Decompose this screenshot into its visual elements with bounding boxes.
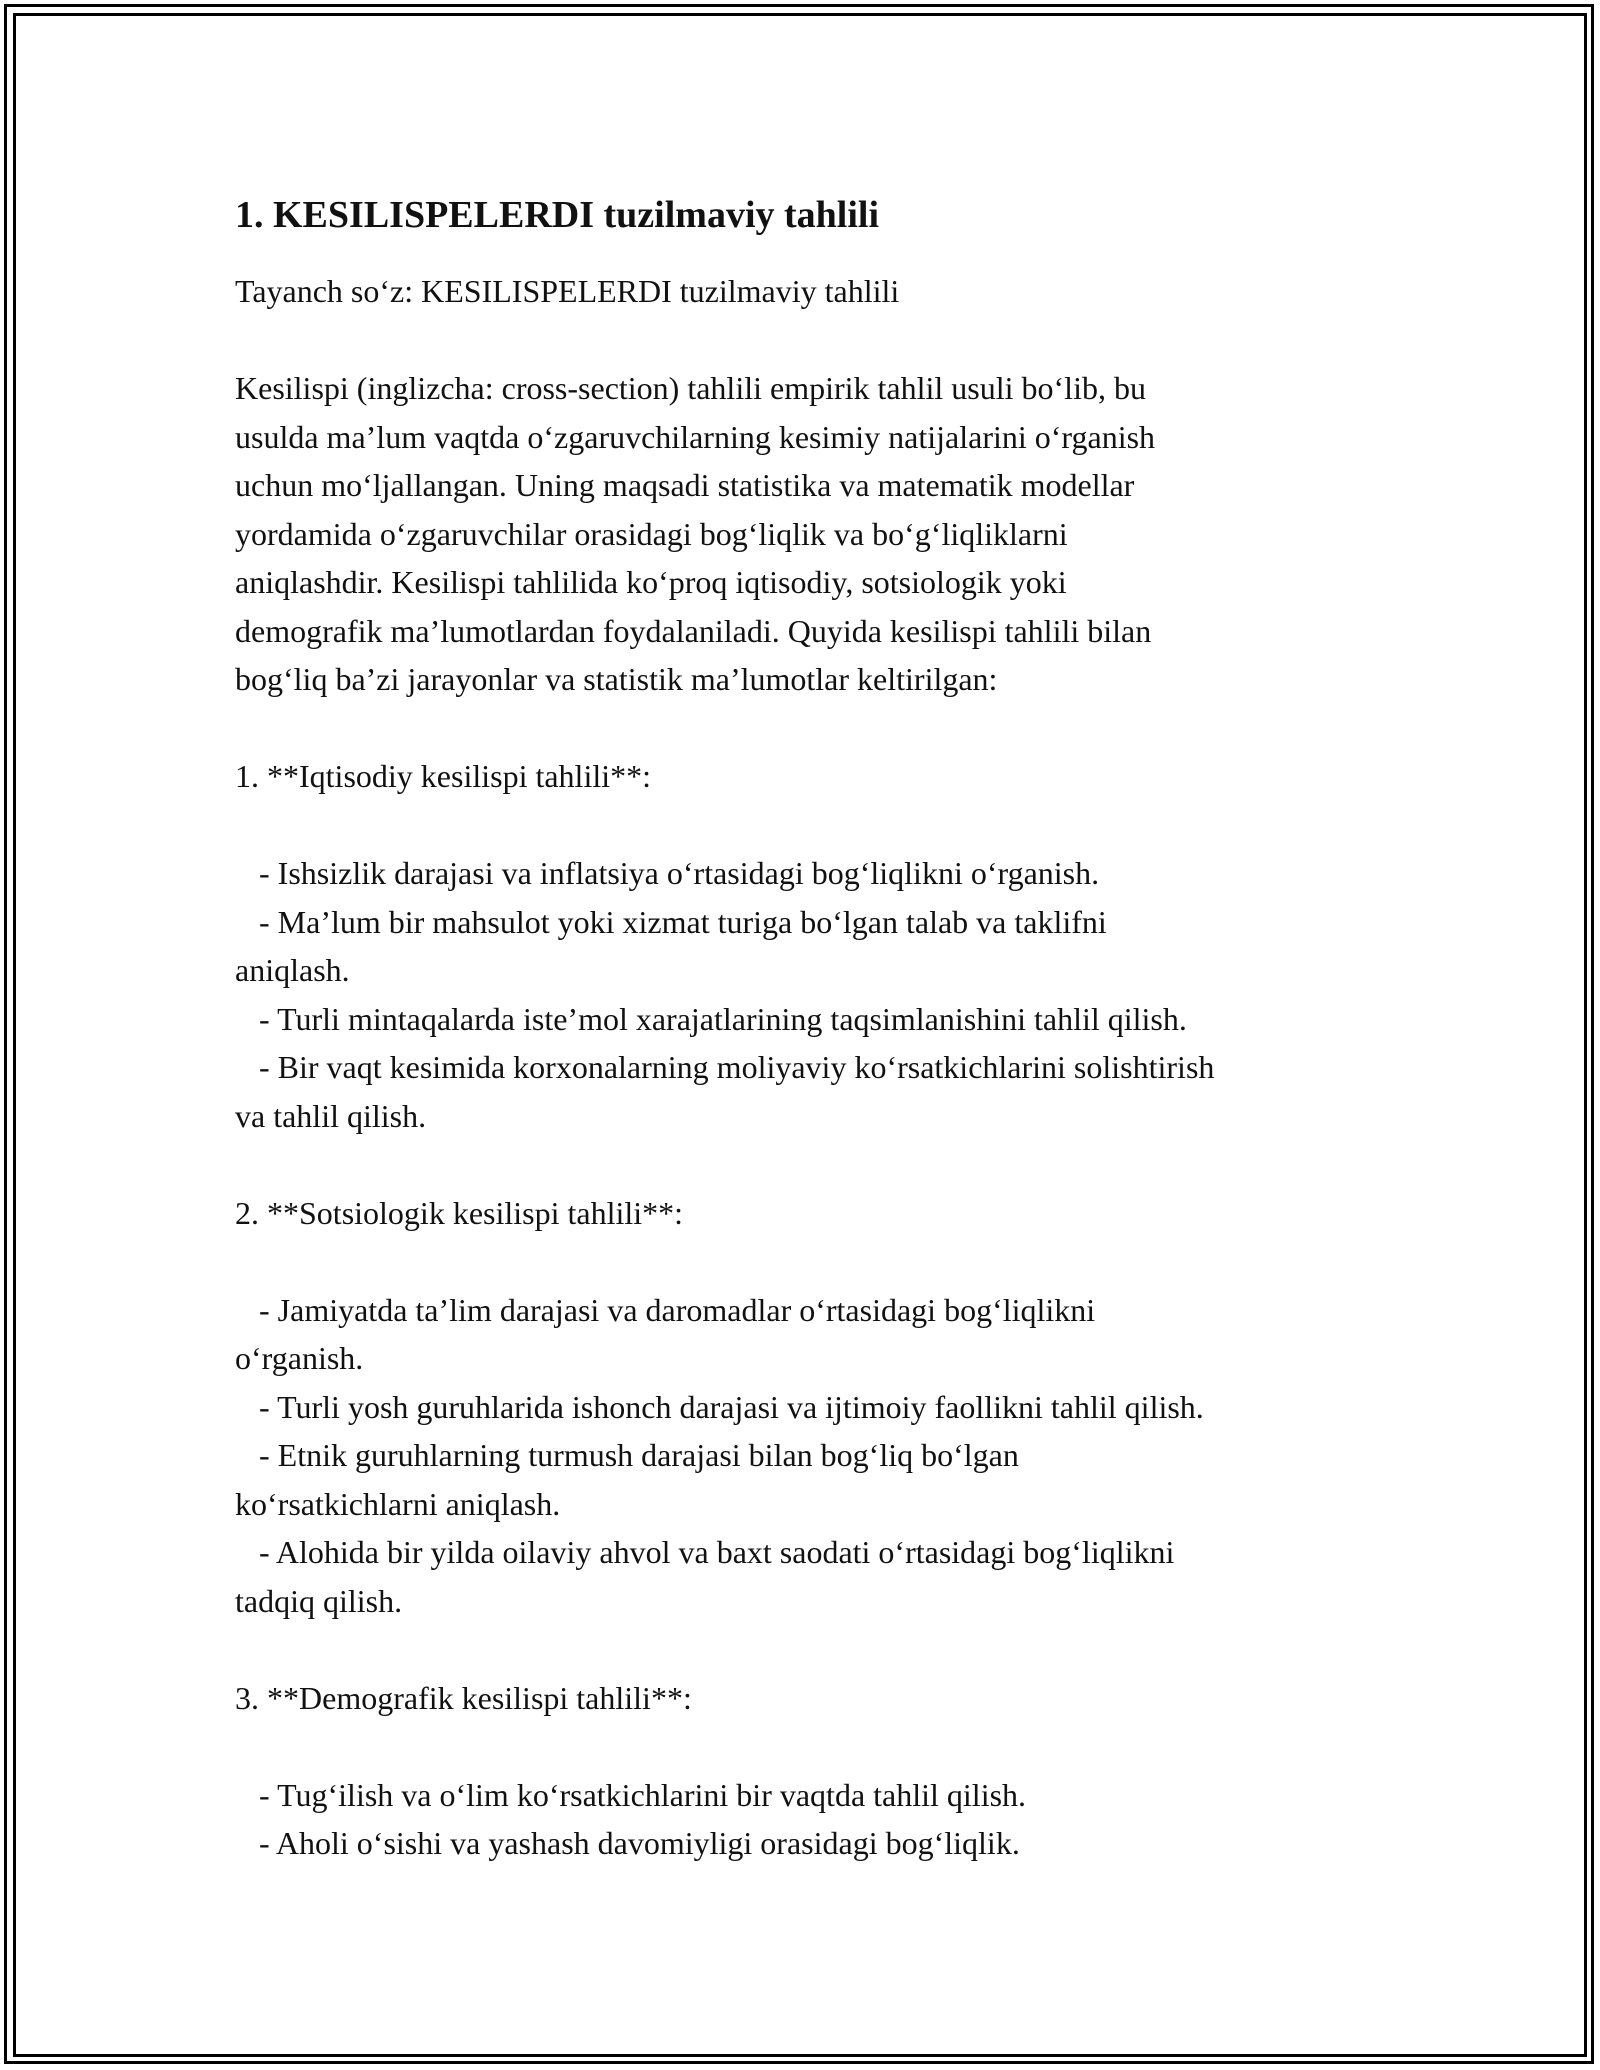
list-item: - Ma’lum bir mahsulot yoki xizmat turiga bo‘lgan talab va taklifni [235, 903, 1107, 940]
section-demographic [235, 1674, 1385, 1868]
list-item: va tahlil qilish. [235, 1097, 427, 1134]
list-item: - Etnik guruhlarning turmush darajasi bilan bog‘liq bo‘lgan [235, 1437, 1019, 1473]
keyword-line: Tayanch so‘z: KESILISPELERDI tuzilmaviy tahlili [235, 273, 900, 309]
intro-line: usulda ma’lum vaqtda o‘zgaruvchilarning kesimiy natijalarini o‘rganish [235, 418, 1156, 455]
list-item: - Ishsizlik darajasi va inflatsiya o‘rtasidagi bog‘liqlikni o‘rganish. [235, 855, 1100, 891]
section-economic [235, 752, 1385, 1140]
section-heading: 2. **Sotsiologik kesilispi tahlili**: [235, 1194, 684, 1231]
document-title: 1. KESILISPELERDI tuzilmaviy tahlili [235, 194, 880, 236]
spacer [235, 704, 1385, 753]
list-item: tadqiq qilish. [235, 1582, 403, 1619]
list-item: - Alohida bir yilda oilaviy ahvol va baxt saodati o‘rtasidagi bog‘liqlikni [235, 1534, 1175, 1570]
list-item: - Turli mintaqalarda iste’mol xarajatlarining taqsimlanishini tahlil qilish. [235, 1000, 1187, 1037]
intro-line: demografik ma’lumotlardan foydalaniladi. Quyida kesilispi tahlili bilan [235, 612, 1152, 649]
list-item: - Aholi o‘sishi va yashash davomiyligi orasidagi bog‘liqlik. [235, 1825, 1020, 1861]
spacer [235, 1237, 1385, 1286]
list-item: o‘rganish. [235, 1340, 364, 1376]
intro-line: bog‘liq ba’zi jarayonlar va statistik ma’lumotlar keltirilgan: [235, 661, 998, 697]
spacer [235, 801, 1385, 850]
intro-line: Kesilispi (inglizcha: cross-section) tahlili empirik tahlil usuli bo‘lib, bu [235, 370, 1146, 406]
intro-paragraph [235, 364, 1385, 704]
list-item: - Bir vaqt kesimida korxonalarning moliyaviy ko‘rsatkichlarini solishtirish [235, 1049, 1215, 1085]
list-item: - Turli yosh guruhlarida ishonch darajasi va ijtimoiy faollikni tahlil qilish. [235, 1388, 1204, 1425]
spacer [235, 1722, 1385, 1771]
list-item: aniqlash. [235, 952, 350, 988]
section-sociological [235, 1189, 1385, 1626]
intro-line: yordamida o‘zgaruvchilar orasidagi bog‘liqlik va bo‘g‘liqliklarni [235, 515, 1068, 552]
spacer [235, 316, 1385, 365]
section-heading: 1. **Iqtisodiy kesilispi tahlili**: [235, 758, 651, 794]
spacer [235, 1625, 1385, 1674]
section-heading: 3. **Demografik kesilispi tahlili**: [235, 1679, 692, 1716]
list-item: ko‘rsatkichlarni aniqlash. [235, 1485, 561, 1522]
document-body [235, 185, 1385, 1868]
list-item: - Tug‘ilish va o‘lim ko‘rsatkichlarini bir vaqtda tahlil qilish. [235, 1776, 1027, 1813]
intro-line: aniqlashdir. Kesilispi tahlilida ko‘proq iqtisodiy, sotsiologik yoki [235, 564, 1067, 600]
list-item: - Jamiyatda ta’lim darajasi va daromadlar o‘rtasidagi bog‘liqlikni [235, 1291, 1096, 1328]
intro-line: uchun mo‘ljallangan. Uning maqsadi statistika va matematik modellar [235, 467, 1135, 503]
spacer [235, 1140, 1385, 1189]
